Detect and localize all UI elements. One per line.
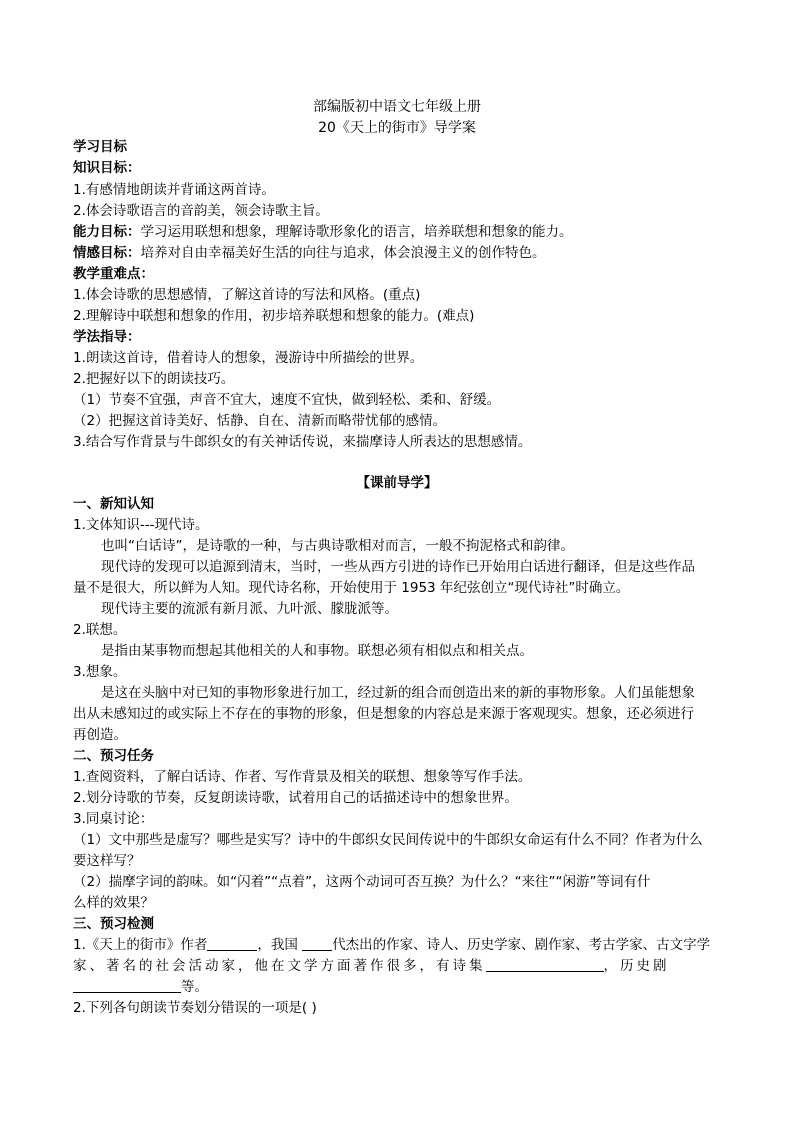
key-point-1: 1.体会诗歌的思想感情，了解这首诗的写法和风格。(重点) — [73, 287, 421, 303]
author-answer-blank[interactable] — [207, 936, 257, 951]
p1-text-c: 现代诗主要的流派有新月派、九叶派、朦胧派等。 — [101, 601, 398, 617]
history-drama-blank[interactable] — [73, 978, 181, 993]
task-3a-line-1: （1）文中那些是虚写？哪些是实写？诗中的牛郎织女民间传说中的牛郎织女命运有什么不同？作者为什么 — [73, 832, 703, 848]
task-1: 1.查阅资料，了解白话诗、作者、写作背景及相关的联想、想象等写作手法。 — [73, 769, 532, 785]
ability-row — [73, 222, 733, 242]
question-1-line-3 — [73, 977, 733, 997]
task-3b-line-2: 么样的效果？ — [73, 895, 154, 911]
q1-text-e: ，历史剧 — [603, 958, 670, 974]
q1-text-c: 代杰出的作家、诗人、历史学家、剧作家、考古学家、古文字学 — [332, 937, 711, 953]
knowledge-item-1: 1.有感情地朗读并背诵这两首诗。 — [73, 182, 275, 198]
era-answer-blank[interactable] — [302, 936, 332, 951]
document-subtitle: 20《天上的街市》导学案 — [318, 120, 476, 136]
q1-text-d: 家、著名的社会活动家，他在文学方面著作很多，有诗集 — [73, 958, 486, 974]
section-3-heading: 三、预习检测 — [73, 916, 154, 932]
p1-text-b2: 量不是很大，所以鲜为人知。现代诗名称，开始使用于 1953 年纪弦创立“现代诗社”时确立。 — [73, 580, 630, 596]
p1-text-b1: 现代诗的发现可以追源到清末，当时，一些从西方引进的诗作已开始用白话进行翻译，但是这些作品 — [101, 559, 695, 575]
task-3b-line-1: （2）揣摩字词的韵味。如“闪着”“点着”，这两个动词可否互换？为什么？“来往”“闲游”等词有什 — [73, 874, 651, 890]
emotion-row — [73, 243, 733, 263]
p3-title: 3.想象。 — [73, 664, 127, 680]
emotion-text: 培养对自由幸福美好生活的向往与追求，体会浪漫主义的创作特色。 — [140, 245, 546, 261]
q1-text-f: 等。 — [181, 979, 208, 995]
question-1-line-1 — [73, 935, 733, 955]
task-3: 3.同桌讨论： — [73, 811, 154, 827]
p2-title: 2.联想。 — [73, 622, 127, 638]
question-1-line-2 — [73, 956, 733, 976]
p3-text-1: 是这在头脑中对已知的事物形象进行加工，经过新的组合而创造出来的新的事物形象。人们虽能想象 — [101, 685, 695, 701]
task-3a-line-2: 要这样写？ — [73, 853, 141, 869]
key-point-2: 2.理解诗中联想和想象的作用，初步培养联想和想象的能力。(难点) — [73, 308, 475, 324]
label-ability: 能力目标： — [73, 224, 141, 240]
knowledge-item-2: 2.体会诗歌语言的音韵美，领会诗歌主旨。 — [73, 203, 329, 219]
document-title: 部编版初中语文七年级上册 — [313, 99, 481, 115]
section-2-heading: 二、预习任务 — [73, 748, 154, 764]
p2-text: 是指由某事物而想起其他相关的人和事物。联想必须有相似点和相关点。 — [101, 643, 533, 659]
section-1-heading: 一、新知认知 — [73, 496, 154, 512]
ability-text: 学习运用联想和想象，理解诗歌形象化的语言，培养联想和想象的能力。 — [140, 224, 573, 240]
task-2: 2.划分诗歌的节奏，反复朗读诗歌，试着用自己的话描述诗中的想象世界。 — [73, 790, 518, 806]
heading-objectives: 学习目标 — [73, 139, 127, 155]
label-emotion: 情感目标： — [73, 245, 141, 261]
method-item-2b: （2）把握这首诗美好、恬静、自在、清新而略带忧郁的感情。 — [73, 413, 447, 429]
method-item-2a: （1）节奏不宜强，声音不宜大，速度不宜快，做到轻松、柔和、舒缓。 — [73, 392, 501, 408]
label-method: 学法指导： — [73, 329, 141, 345]
p3-text-3: 再创造。 — [73, 727, 127, 743]
question-2: 2.下列各句朗读节奏划分错误的一项是( ) — [73, 1000, 317, 1016]
q1-text-a: 1.《天上的街市》作者 — [73, 937, 208, 953]
label-key-points: 教学重难点： — [73, 266, 154, 282]
q1-text-b: ，我国 — [257, 937, 303, 953]
p1-text-a: 也叫“白话诗”，是诗歌的一种，与古典诗歌相对而言，一般不拘泥格式和韵律。 — [101, 538, 574, 554]
label-knowledge: 知识目标： — [73, 160, 141, 176]
p3-text-2: 出从未感知过的或实际上不存在的事物的形象，但是想象的内容总是来源于客观现实。想象，还必须进行 — [73, 706, 694, 722]
section-preclass-heading: 【课前导学】 — [356, 475, 438, 491]
p1-title: 1.文体知识---现代诗。 — [73, 517, 209, 533]
method-item-1: 1.朗读这首诗，借着诗人的想象，漫游诗中所描绘的世界。 — [73, 350, 424, 366]
method-item-3: 3.结合写作背景与牛郎织女的有关神话传说，来揣摩诗人所表达的思想感情。 — [73, 434, 532, 450]
poetry-collection-blank[interactable] — [486, 957, 604, 972]
method-item-2: 2.把握好以下的朗读技巧。 — [73, 371, 235, 387]
